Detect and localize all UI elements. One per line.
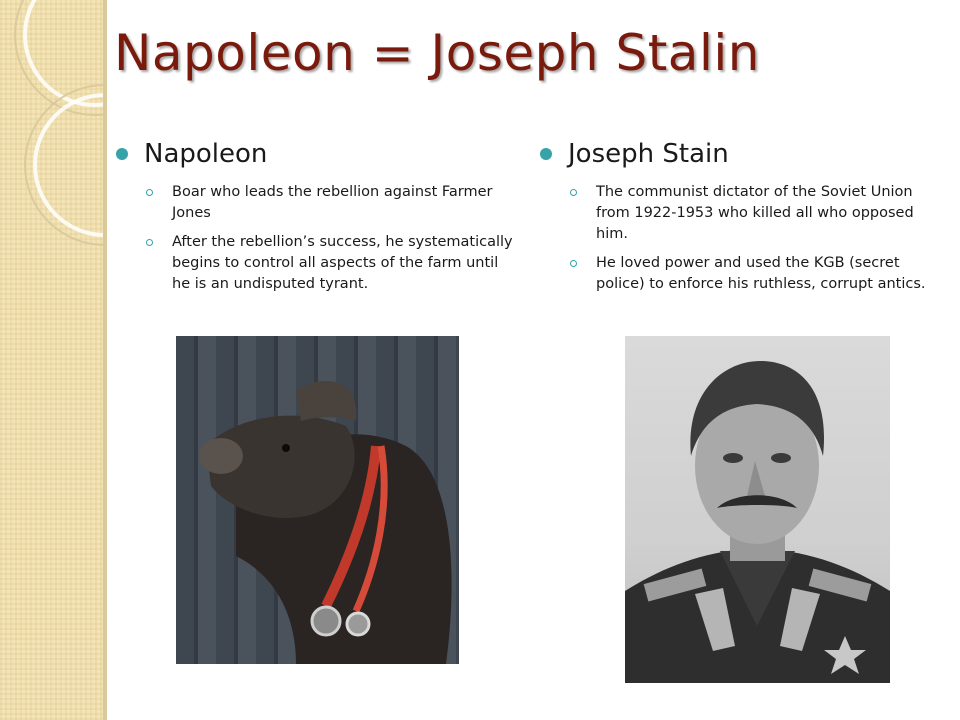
band-divider	[103, 0, 107, 720]
list-item	[146, 182, 516, 224]
pig-illustration	[176, 336, 459, 664]
stalin-bullets	[540, 182, 940, 295]
bullet-text: Boar who leads the rebellion against Farmer Jones	[172, 184, 493, 221]
list-item	[146, 232, 516, 295]
bullet-text: The communist dictator of the Soviet Union from 1922-1953 who killed all who opposed him.	[596, 184, 914, 242]
stalin-portrait-photo	[625, 336, 890, 683]
stalin-column	[540, 136, 940, 303]
bullet-dot-icon	[540, 148, 552, 160]
ring-bullet-icon	[570, 260, 577, 267]
bullet-text: After the rebellion’s success, he systematically begins to control all aspects of the farm until he is an undisputed tyrant.	[172, 234, 513, 292]
napoleon-column	[116, 136, 516, 303]
list-item	[570, 182, 940, 245]
ring-bullet-icon	[570, 189, 577, 196]
ring-bullet-icon	[146, 189, 153, 196]
napoleon-heading	[116, 136, 516, 172]
portrait-illustration	[625, 336, 890, 683]
decorative-side-band	[0, 0, 105, 720]
list-item	[570, 253, 940, 295]
ring-bullet-icon	[146, 239, 153, 246]
bullet-dot-icon	[116, 148, 128, 160]
napoleon-heading-text: Napoleon	[144, 139, 268, 169]
pig-photo	[176, 336, 459, 664]
stalin-heading	[540, 136, 940, 172]
slide-title: Napoleon = Joseph Stalin	[114, 24, 760, 82]
decorative-circles	[0, 0, 105, 260]
stalin-heading-text: Joseph Stain	[568, 139, 729, 169]
napoleon-bullets	[116, 182, 516, 295]
bullet-text: He loved power and used the KGB (secret police) to enforce his ruthless, corrupt antics.	[596, 255, 926, 292]
